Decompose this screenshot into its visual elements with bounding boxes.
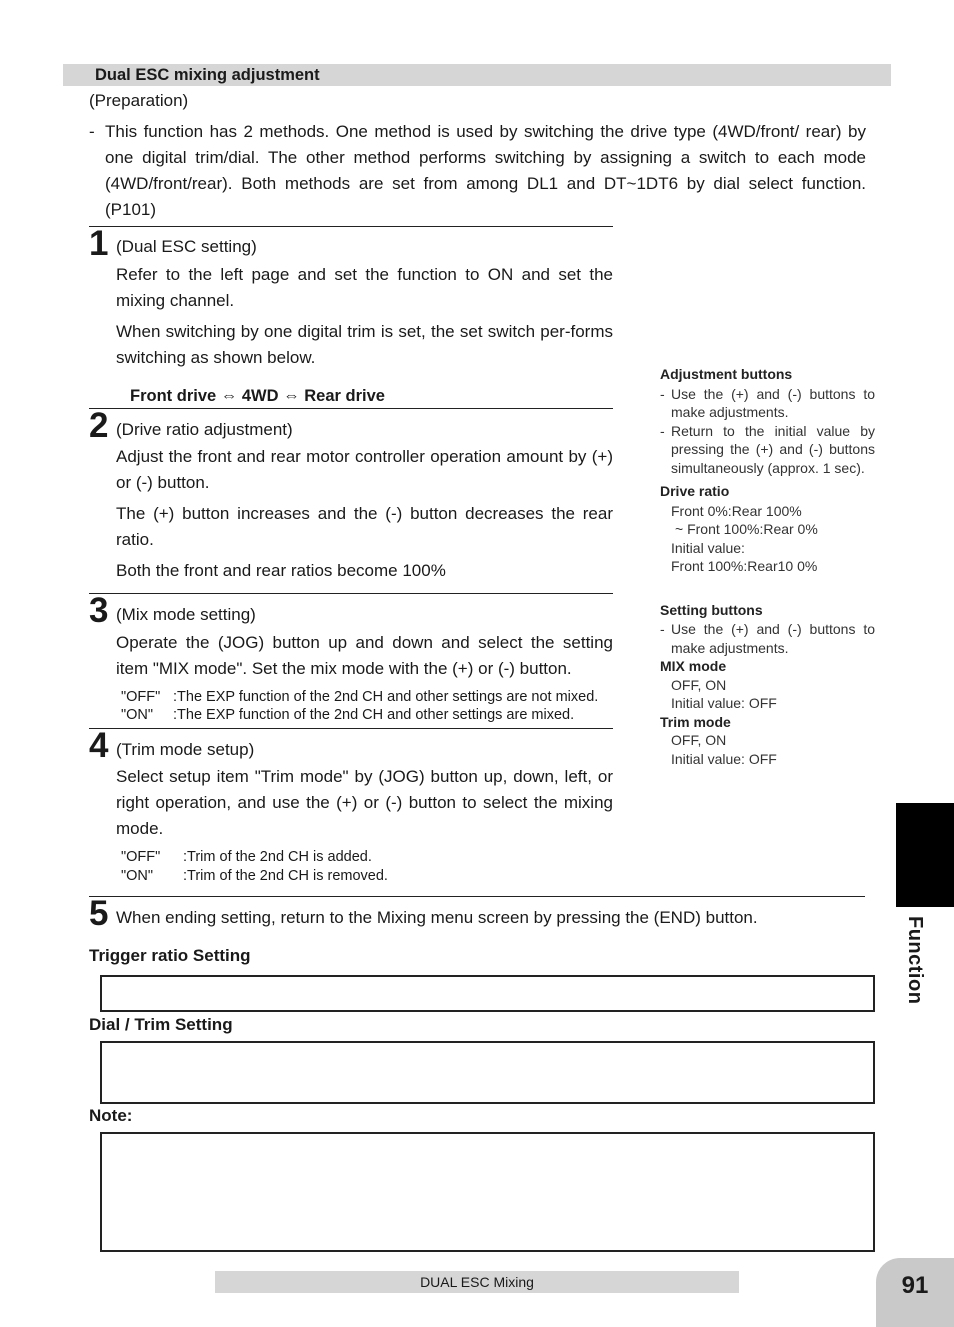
sidebar-bullet	[660, 422, 875, 478]
sidebar-drive-title: Drive ratio	[660, 483, 730, 499]
step-2-text: Adjust the front and rear motor controller operation amount by (+) or (-) button.	[116, 447, 613, 492]
option-description: :Trim of the 2nd CH is added.	[183, 849, 372, 865]
step-number-4: 4	[89, 726, 109, 765]
bullet-dash: -	[660, 422, 665, 439]
drive-front-label: Front drive	[130, 387, 217, 405]
step-2-text-3: Both the front and rear ratios become 100%	[116, 561, 446, 580]
step-5-text: When ending setting, return to the Mixing menu screen by pressing the (END) button.	[116, 908, 758, 927]
step-divider	[89, 226, 613, 227]
option-key: "ON"	[121, 707, 154, 723]
note-box	[100, 1132, 875, 1252]
trigger-ratio-box	[100, 975, 875, 1012]
sidebar-notes	[660, 365, 875, 768]
option-key: "OFF"	[121, 849, 161, 865]
drive-4wd-label: 4WD	[241, 387, 279, 405]
option-description: :The EXP function of the 2nd CH and other settings are not mixed.	[173, 689, 599, 705]
sidebar-drive-line: Initial value:	[671, 539, 745, 556]
sidebar-bullet	[660, 385, 875, 422]
sidebar-bullet-text: Use the (+) and (-) buttons to make adjustments.	[671, 621, 875, 656]
note-label: Note:	[89, 1106, 133, 1125]
step-2-text-2: The (+) button increases and the (-) button decreases the rear ratio.	[116, 504, 613, 549]
sidebar-trim-line: Initial value: OFF	[671, 750, 777, 767]
drive-rear-label: Rear drive	[304, 387, 385, 405]
chapter-tab-label	[903, 916, 929, 1006]
chapter-tab-text: Function	[904, 916, 926, 1005]
sidebar-bullet	[660, 620, 875, 657]
bullet-dash: -	[660, 621, 665, 637]
step-number-1: 1	[89, 224, 109, 263]
sidebar-setting-title: Setting buttons	[660, 601, 763, 618]
preparation-bullet	[89, 119, 866, 223]
step-number-3: 3	[89, 591, 109, 630]
step-divider	[89, 728, 613, 729]
step-1-text: Refer to the left page and set the function to ON and set the mixing channel.	[116, 265, 613, 310]
sidebar-adjustment-title: Adjustment buttons	[660, 366, 793, 382]
step-number-2: 2	[89, 406, 109, 445]
option-key: "ON"	[121, 868, 154, 884]
section-title: Dual ESC mixing adjustment	[95, 66, 320, 84]
sidebar-bullet-text: Use the (+) and (-) buttons to make adjustments.	[671, 385, 875, 420]
dial-trim-box	[100, 1041, 875, 1104]
option-key: "OFF"	[121, 689, 161, 705]
sidebar-drive-line: Front 0%:Rear 100%	[671, 502, 802, 519]
preparation-label: (Preparation)	[89, 91, 189, 110]
step-divider	[89, 896, 865, 897]
step-2-heading: (Drive ratio adjustment)	[116, 420, 293, 439]
option-description: :Trim of the 2nd CH is removed.	[183, 868, 388, 884]
bullet-dash: -	[89, 122, 95, 141]
step-1-heading: (Dual ESC setting)	[116, 237, 257, 256]
sidebar-bullet-text: Return to the initial value by pressing the (+) and (-) buttons simultaneously (approx. 1 sec).	[671, 422, 875, 476]
step-4-text: Select setup item "Trim mode" by (JOG) button up, down, left, or right operation, and use the (+) or (-) button to select the mixing mode.	[116, 767, 613, 838]
option-description: :The EXP function of the 2nd CH and other settings are mixed.	[173, 707, 575, 723]
dial-trim-label: Dial / Trim Setting	[89, 1015, 233, 1034]
step-4-heading: (Trim mode setup)	[116, 740, 255, 759]
sidebar-mix-title: MIX mode	[660, 658, 727, 674]
footer-label: DUAL ESC Mixing	[215, 1271, 739, 1293]
sidebar-trim-title: Trim mode	[660, 713, 731, 730]
page-number: 91	[901, 1272, 929, 1299]
step-3-heading: (Mix mode setting)	[116, 605, 256, 624]
sidebar-drive-line: Front 100%:Rear10 0%	[671, 558, 818, 574]
sidebar-mix-line: OFF, ON	[671, 676, 727, 693]
step-1-text-2: When switching by one digital trim is set, the set switch per-forms switching as shown below.	[116, 322, 613, 367]
sidebar-mix-line: Initial value: OFF	[671, 695, 777, 711]
chapter-tab	[896, 803, 954, 907]
sidebar-drive-line: ~ Front 100%:Rear 0%	[675, 521, 818, 537]
step-divider	[89, 593, 613, 594]
double-arrow-icon: ⇔	[220, 387, 238, 405]
drive-sequence	[130, 385, 385, 407]
preparation-text: This function has 2 methods. One method is used by switching the drive type (4WD/front/ rear) by one digital trim/dial. The other method performs switching by assigning a switch to each mode (4WD/front/rear). Both methods are set from among DL1 and DT~1DT6 by dial select function. (P101)	[105, 122, 866, 219]
double-arrow-icon: ⇔	[283, 387, 300, 405]
trigger-ratio-label: Trigger ratio Setting	[89, 946, 251, 965]
sidebar-trim-line: OFF, ON	[671, 732, 727, 748]
step-number-5: 5	[89, 894, 109, 933]
bullet-dash: -	[660, 385, 665, 402]
step-divider	[89, 408, 613, 409]
step-3-text: Operate the (JOG) button up and down and select the setting item "MIX mode". Set the mix mode with the (+) or (-) button.	[116, 633, 613, 678]
